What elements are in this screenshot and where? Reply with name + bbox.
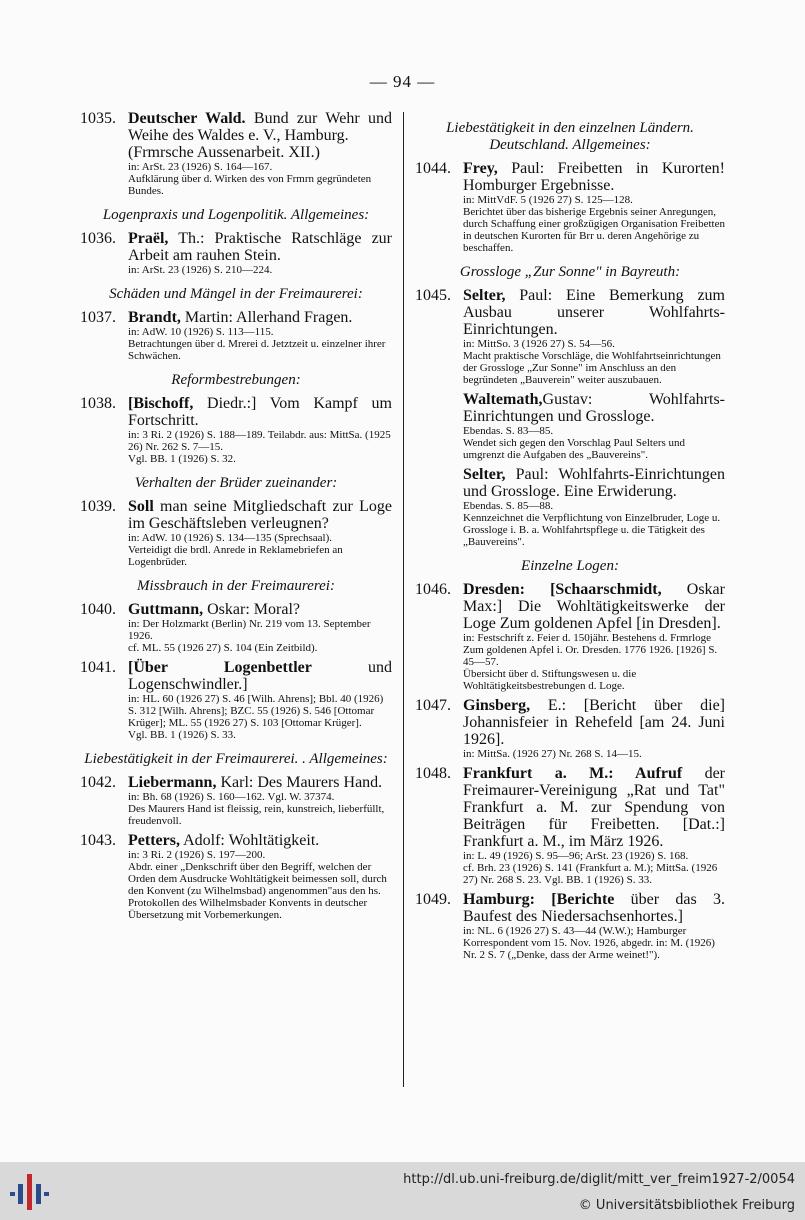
entry-title: [463, 391, 725, 425]
entry-title: [128, 309, 392, 326]
entry-number: 1037.: [80, 309, 116, 326]
bibliography-entry: [415, 160, 725, 254]
entry-author: Guttmann,: [128, 601, 204, 618]
entry-title-text: Oskar: Moral?: [203, 601, 300, 618]
entry-title: [463, 287, 725, 338]
section-heading: Missbrauch in der Freimaurerei:: [137, 578, 335, 594]
entry-reference: in: ArSt. 23 (1926) S. 210—224.: [128, 264, 273, 276]
entry-author: Praël,: [128, 230, 169, 247]
entry-reference: in: AdW. 10 (1926) S. 134—135 (Sprechsaal).: [128, 532, 332, 544]
entry-number: 1043.: [80, 832, 116, 849]
entry-annotation: Aufklärung über d. Wirken des von Frmrn gegründeten Bundes.: [128, 173, 372, 197]
entry-number: 1045.: [415, 287, 451, 304]
entry-author: Deutscher Wald.: [128, 110, 246, 127]
bibliography-entry: [415, 466, 725, 548]
section-heading: Schäden und Mängel in der Freimaurerei:: [109, 286, 363, 302]
entry-title-text: Paul: Eine Bemerkung zum Ausbau unserer Wohlfahrts-Einrichtungen.: [463, 287, 725, 338]
bibliography-entry: [80, 230, 392, 276]
entry-title: [128, 659, 392, 693]
entry-reference: in: MittSa. (1926 27) Nr. 268 S. 14—15.: [463, 748, 642, 760]
entry-reference: in: HL. 60 (1926 27) S. 46 [Wilh. Ahrens]; Bbl. 40 (1926) S. 312 [Wilh. Ahrens]; BZC. 55 (1926) S. 546 [Ottomar Krüger]; ML. 55 (1926 27) S. 103 [Ottomar Krüger].: [128, 693, 384, 729]
entry-reference: in: L. 49 (1926) S. 95—96; ArSt. 23 (1926) S. 168.: [463, 850, 689, 862]
entry-title: [128, 774, 392, 791]
entry-annotation: Abdr. einer „Denkschrift über den Begriff, welchen der Orden dem Ausdrucke Wohltätigkeit beimessen soll, durch den Konvent (zu Wilhelmsbad) angenommen"aus den hs. Protokollen des Wilhelmsbader Konvents in deutscher Übersetzung mit Vorbemerkungen.: [128, 861, 387, 921]
entry-number: 1035.: [80, 110, 116, 127]
entry-title-text: Diedr.:] Vom Kampf um Fortschritt.: [128, 395, 392, 429]
entry-author: Soll: [128, 498, 154, 515]
entry-annotation: Vgl. BB. 1 (1926) S. 33.: [128, 729, 236, 741]
entry-reference: in: AdW. 10 (1926) S. 113—115.: [128, 326, 274, 338]
entry-number: 1038.: [80, 395, 116, 412]
bibliography-entry: [415, 765, 725, 886]
right-column: [415, 110, 725, 966]
entry-title-text: Oskar Max:] Die Wohltätigkeitswerke der Loge Zum goldenen Apfel [in Dresden].: [463, 581, 725, 632]
entry-title: [128, 498, 392, 532]
entry-number: 1040.: [80, 601, 116, 618]
entry-series: (Frmrsche Aussenarbeit. XII.): [128, 144, 320, 161]
entry-title-text: Paul: Freibetten in Kurorten! Homburger Ergebnisse.: [463, 160, 725, 194]
entry-title: [128, 395, 392, 429]
entry-number: 1048.: [415, 765, 451, 782]
entry-reference: in: 3 Ri. 2 (1926) S. 188—189. Teilabdr. aus: MittSa. (1925 26) Nr. 262 S. 7—15.: [128, 429, 391, 453]
entry-title: [463, 765, 725, 850]
entry-annotation: cf. ML. 55 (1926 27) S. 104 (Ein Zeitbild).: [128, 642, 318, 654]
entry-number: 1036.: [80, 230, 116, 247]
entry-reference: in: Bh. 68 (1926) S. 160—162. Vgl. W. 37374.: [128, 791, 335, 803]
source-url-link[interactable]: http://dl.ub.uni-freiburg.de/diglit/mitt_ver_freim1927-2/0054: [403, 1172, 795, 1187]
entry-reference: in: Der Holzmarkt (Berlin) Nr. 219 vom 13. September 1926.: [128, 618, 371, 642]
entry-title-text: Karl: Des Maurers Hand.: [216, 774, 383, 791]
bibliography-entry: [415, 581, 725, 692]
entry-annotation: Berichtet über das bisherige Ergebnis seiner Anregungen, durch Schaffung einer großzügigen Organisation Freibetten in deutschen Kurorten für Brr u. deren Angehörige zu beschaffen.: [463, 206, 725, 254]
entry-author: [Über Logenbettler: [128, 659, 312, 676]
entry-author: Petters,: [128, 832, 180, 849]
entry-number: 1042.: [80, 774, 116, 791]
entry-title: [128, 601, 392, 618]
section-heading: Liebestätigkeit in den einzelnen Ländern. Deutschland. Allgemeines:: [446, 120, 694, 153]
entry-number: 1039.: [80, 498, 116, 515]
bibliography-entry: [80, 498, 392, 568]
entry-reference: Ebendas. S. 85—88.: [463, 500, 554, 512]
page-number: — 94 —: [369, 72, 436, 91]
section-heading: Einzelne Logen:: [521, 558, 619, 574]
entry-author: Dresden: [Schaarschmidt,: [463, 581, 662, 598]
entry-title: [128, 230, 392, 264]
entry-annotation: Verteidigt die brdl. Anrede in Reklamebriefen an Logenbrüder.: [128, 544, 343, 568]
entry-title-text: und Logenschwindler.]: [128, 659, 393, 693]
entry-title: [463, 697, 725, 748]
entry-title-text: der Freimaurer-Vereinigung „Rat und Tat" Frankfurt a. M. zur Spendung von Beiträgen für Freibetten. [Dat.:] Frankfurt a. M., im März 1926.: [463, 765, 725, 850]
library-footer: [0, 1162, 805, 1220]
bibliography-entry: [80, 395, 392, 465]
bibliography-entry: [80, 832, 392, 921]
bibliography-entry: [415, 697, 725, 760]
entry-reference: in: MittSo. 3 (1926 27) S. 54—56.: [463, 338, 615, 350]
entry-author: Frankfurt a. M.: Aufruf: [463, 765, 683, 782]
entry-title: [463, 160, 725, 194]
entry-author: Brandt,: [128, 309, 181, 326]
column-divider: [403, 112, 404, 1087]
entry-reference: in: 3 Ri. 2 (1926) S. 197—200.: [128, 849, 266, 861]
entry-annotation: cf. Brh. 23 (1926) S. 141 (Frankfurt a. M.); MittSa. (1926 27) Nr. 268 S. 23. Vgl. BB. 1 (1926) S. 33.: [463, 862, 718, 886]
entry-author: [Bischoff,: [128, 395, 194, 412]
bibliography-entry: [415, 391, 725, 461]
entry-number: 1041.: [80, 659, 116, 676]
bibliography-entry: [80, 601, 392, 654]
section-heading: Reformbestrebungen:: [171, 372, 301, 388]
bibliography-entry: [80, 309, 392, 362]
entry-title: [128, 110, 392, 144]
entry-author: Selter,: [463, 287, 506, 304]
entry-title: [463, 891, 725, 925]
entry-annotation: Wendet sich gegen den Vorschlag Paul Selters und umgrenzt die Aufgaben des „Bauvereins".: [463, 437, 686, 461]
entry-annotation: Des Maurers Hand ist fleissig, rein, kunstreich, lieberfüllt, freudenvoll.: [128, 803, 385, 827]
entry-title-text: Th.: Praktische Ratschläge zur Arbeit am rauhen Stein.: [128, 230, 392, 264]
entry-title-text: E.: [Bericht über die] Johannisfeier in Rehefeld [am 24. Juni 1926].: [463, 697, 725, 748]
section-heading: Grossloge „Zur Sonne" in Bayreuth:: [459, 264, 681, 280]
copyright-text: © Universitätsbibliothek Freiburg: [578, 1198, 795, 1213]
bibliography-entry: [415, 891, 725, 961]
bibliography-entry: [415, 287, 725, 386]
entry-title: [463, 466, 725, 500]
entry-title-text: man seine Mitgliedschaft zur Loge im Geschäftsleben verleugnen?: [128, 498, 392, 532]
entry-title-text: Paul: Wohlfahrts-Einrichtungen und Grossloge. Eine Erwiderung.: [463, 466, 725, 500]
left-column: [80, 110, 392, 926]
library-logo-icon: [8, 1170, 52, 1214]
entry-reference: in: MittVdF. 5 (1926 27) S. 125—128.: [463, 194, 633, 206]
entry-title-text: Adolf: Wohltätigkeit.: [179, 832, 320, 849]
entry-author: Frey,: [463, 160, 498, 177]
entry-reference: in: NL. 6 (1926 27) S. 43—44 (W.W.); Hamburger Korrespondent vom 15. Nov. 1926, abgedr. in: M. (1926) Nr. 2 S. 7 („Denke, dass der Arme weinet!").: [463, 925, 715, 961]
entry-annotation: Vgl. BB. 1 (1926) S. 32.: [128, 453, 236, 465]
entry-number: 1044.: [415, 160, 451, 177]
entry-author: Hamburg: [Berichte: [463, 891, 615, 908]
entry-number: 1046.: [415, 581, 451, 598]
entry-author: Liebermann,: [128, 774, 217, 791]
entry-author: Ginsberg,: [463, 697, 531, 714]
entry-title: [128, 832, 392, 849]
bibliography-entry: [80, 774, 392, 827]
entry-author: Waltemath,: [463, 391, 543, 408]
entry-title-text: über das 3. Baufest des Niedersachsenhortes.]: [463, 891, 725, 925]
entry-number: 1049.: [415, 891, 451, 908]
entry-annotation: Betrachtungen über d. Mrerei d. Jetztzeit u. einzelner ihrer Schwächen.: [128, 338, 386, 362]
entry-reference: in: Festschrift z. Feier d. 150jähr. Bestehens d. Frmrloge Zum goldenen Apfel i. Or. Dresden. 1776 1926. [1926] S. 45—57.: [463, 632, 718, 668]
entry-annotation: Kennzeichnet die Verpflichtung von Einzelbruder, Loge u. Grossloge i. B. a. Wohlfahrtspflege u. die Tätigkeit des „Bauvereins".: [463, 512, 721, 548]
entry-title-text: Martin: Allerhand Fragen.: [180, 309, 353, 326]
bibliography-entry: [80, 110, 392, 197]
entry-author: Selter,: [463, 466, 506, 483]
section-heading: Logenpraxis und Logenpolitik. Allgemeines:: [102, 207, 370, 223]
entry-title-text: Bund zur Wehr und Weihe des Waldes e. V., Hamburg.: [128, 110, 392, 144]
entry-reference: Ebendas. S. 83—85.: [463, 425, 554, 437]
entry-annotation: Übersicht über d. Stiftungswesen u. die Wohltätigkeitsbestrebungen d. Loge.: [463, 668, 637, 692]
entry-number: 1047.: [415, 697, 451, 714]
bibliography-entry: [80, 659, 392, 741]
entry-annotation: Macht praktische Vorschläge, die Wohlfahrtseinrichtungen der Grossloge „Zur Sonne" im Anschluss an den begründeten „Bauverein" weiter auszubauen.: [463, 350, 721, 386]
entry-reference: in: ArSt. 23 (1926) S. 164—167.: [128, 161, 273, 173]
section-heading: Liebestätigkeit in der Freimaurerei. . Allgemeines:: [84, 751, 388, 767]
entry-title-text: Gustav: Wohlfahrts-Einrichtungen und Grossloge.: [463, 391, 725, 425]
section-heading: Verhalten der Brüder zueinander:: [134, 475, 338, 491]
entry-title: [463, 581, 725, 632]
